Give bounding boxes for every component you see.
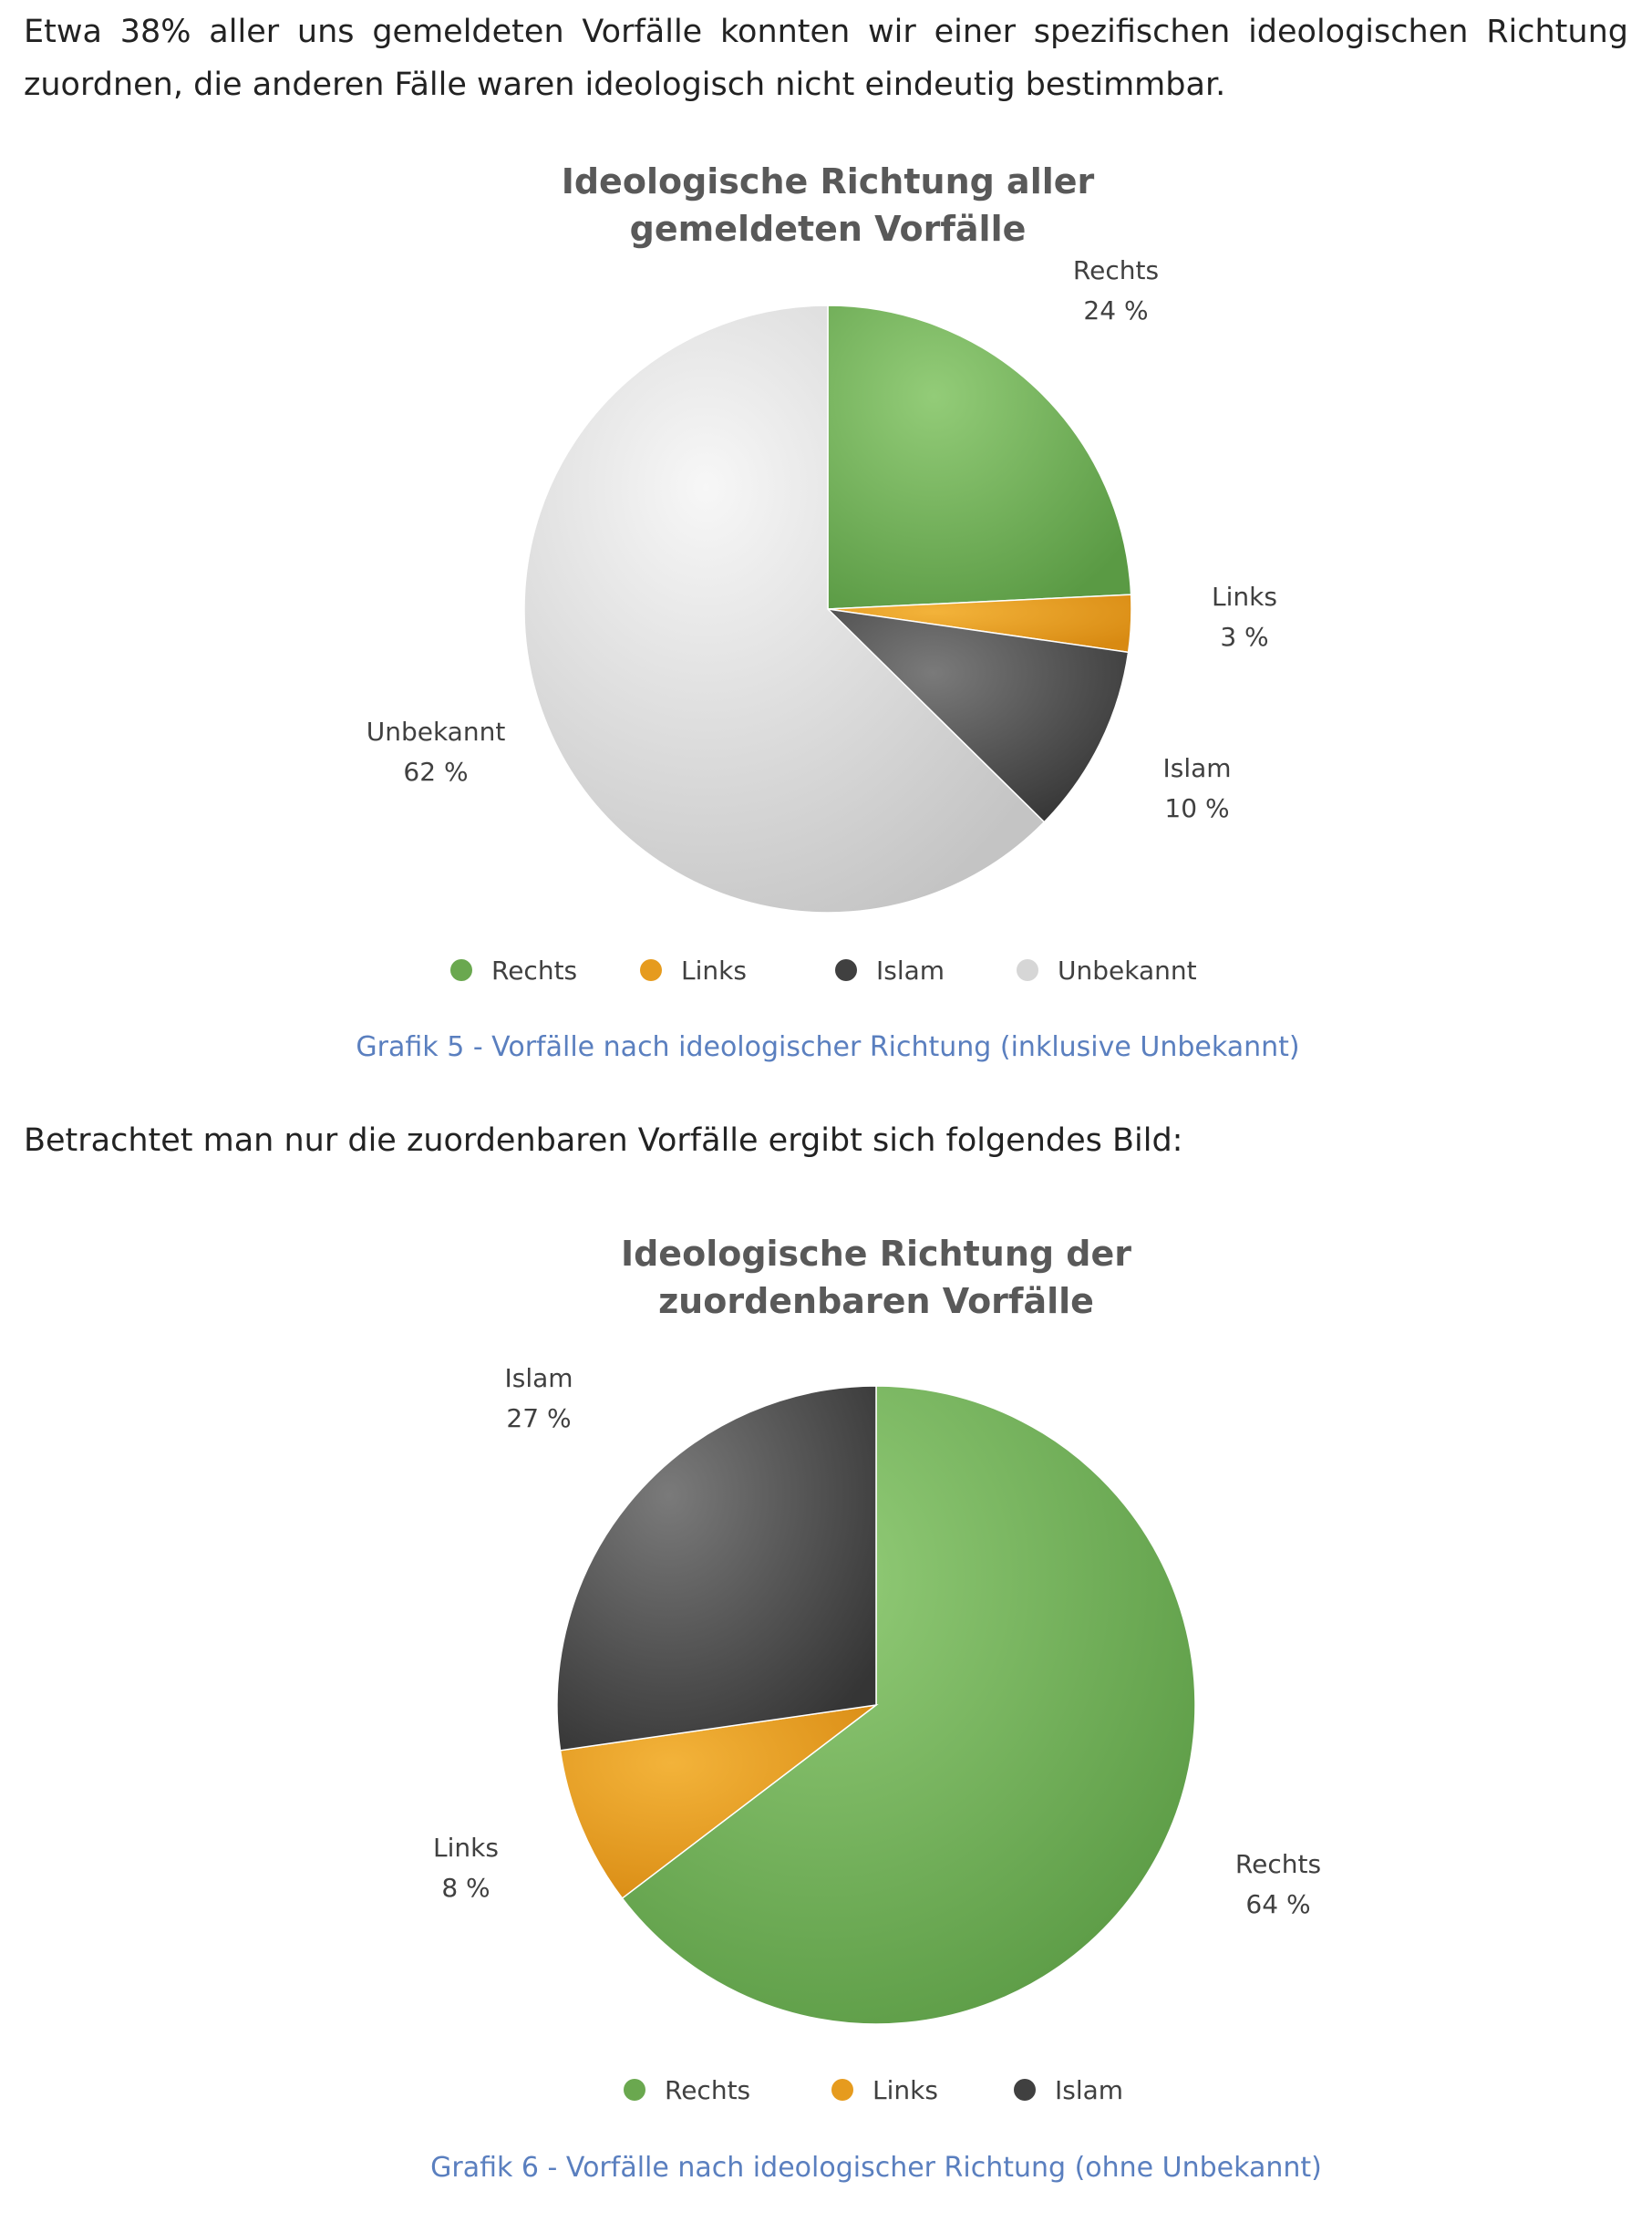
- chart-title: zuordenbaren Vorfälle: [658, 1281, 1094, 1321]
- data-label-unbekannt-name: Unbekannt: [366, 717, 506, 747]
- legend-label-islam: Islam: [876, 956, 945, 986]
- pie-chart-2: [430, 1234, 1322, 2184]
- data-label-islam-name: Islam: [1162, 753, 1232, 783]
- legend-label-links: Links: [681, 956, 747, 986]
- chart-title: gemeldeten Vorfälle: [629, 209, 1027, 249]
- intro-paragraph: Etwa 38% aller uns gemeldeten Vorfälle konnten wir einer spezifischen ideologischen Richtung zuordnen, die anderen Fälle waren ideologisch nicht eindeutig bestimmbar.: [24, 14, 1628, 103]
- legend-marker-unbekannt: [1017, 959, 1038, 981]
- legend-marker-islam: [835, 959, 857, 981]
- legend-marker-rechts: [450, 959, 472, 981]
- legend-label-links: Links: [872, 2075, 938, 2105]
- data-label-unbekannt-value: 62 %: [403, 757, 469, 787]
- pie-slice-islam: [557, 1386, 876, 1751]
- legend-marker-links: [640, 959, 662, 981]
- data-label-rechts-value: 24 %: [1083, 295, 1149, 326]
- data-label-links-name: Links: [1212, 582, 1277, 612]
- data-label-islam-name: Islam: [504, 1363, 573, 1393]
- legend-label-rechts: Rechts: [491, 956, 578, 986]
- data-label-links-name: Links: [433, 1833, 499, 1863]
- chart-caption: Grafik 5 - Vorfälle nach ideologischer Richtung (inklusive Unbekannt): [356, 1031, 1300, 1063]
- pie-slice-rechts: [828, 305, 1131, 609]
- data-label-rechts-name: Rechts: [1234, 1849, 1322, 1879]
- data-label-links-value: 3 %: [1220, 622, 1269, 652]
- chart-caption: Grafik 6 - Vorfälle nach ideologischer Richtung (ohne Unbekannt): [430, 2152, 1322, 2184]
- legend-marker-rechts: [624, 2079, 645, 2101]
- data-label-rechts-value: 64 %: [1245, 1889, 1311, 1919]
- legend-label-rechts: Rechts: [665, 2075, 751, 2105]
- legend-label-unbekannt: Unbekannt: [1058, 956, 1197, 986]
- data-label-links-value: 8 %: [441, 1873, 490, 1903]
- legend-marker-islam: [1014, 2079, 1036, 2101]
- legend-label-islam: Islam: [1055, 2075, 1124, 2105]
- data-label-islam-value: 10 %: [1164, 793, 1230, 823]
- chart-title: Ideologische Richtung der: [620, 1234, 1132, 1274]
- data-label-islam-value: 27 %: [506, 1403, 572, 1433]
- pie-chart-1: [356, 161, 1299, 1063]
- legend-marker-links: [831, 2079, 853, 2101]
- data-label-rechts-name: Rechts: [1072, 255, 1160, 285]
- chart-title: Ideologische Richtung aller: [561, 161, 1095, 202]
- transition-paragraph: Betrachtet man nur die zuordenbaren Vorfälle ergibt sich folgendes Bild:: [24, 1122, 1183, 1159]
